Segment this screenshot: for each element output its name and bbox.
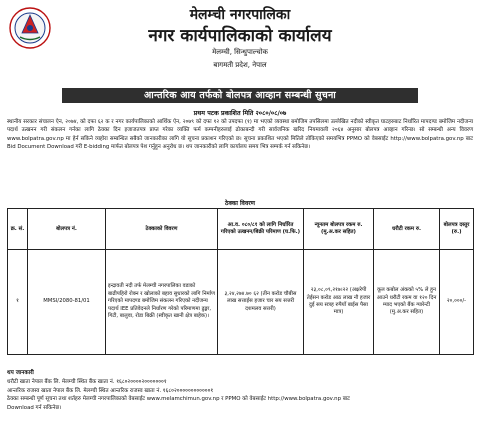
header-quantity: आ.व. ०८०/८१ को लागि निर्धारित गरिएको उत्खनन/बिक्री परिमाण (घ.फि.): [218, 209, 304, 250]
more-info-title: थप जानकारी: [7, 370, 34, 376]
cell-fee: २०,०००/-: [440, 250, 474, 355]
office-name: नगर कार्यपालिकाको कार्यालय: [148, 26, 332, 46]
cell-deposit: कूल कबोल अंकको ५% ले हुन आउने धरौटी रकम वा १२० दिन म्याद भएको बैंक ग्यारेन्टी (मु.अ.कर सहित): [374, 250, 440, 355]
header-bid-number: बोलपत्र नं.: [28, 209, 106, 250]
office-address: मेलम्ची, सिन्धुपाल्चोक: [212, 48, 268, 56]
note-website: ठेक्का सम्बन्धी पूर्ण सूचना तथा शर्तहरु मेलम्ची नगरपालिकाको वेबसाईट www.melamchimun.gov.np र PPMO को वेबसाईट http://www.bolpatra.gov.np बाट: [7, 396, 350, 403]
table-title: ठेक्का विवरण: [224, 200, 256, 207]
province-line: बागमती प्रदेश, नेपाल: [213, 61, 267, 69]
intro-text: [7, 118, 473, 152]
cell-min-bid: २३,०८,०९,२१७।२२ (अक्षरेपी तेईसन करोड आठ लाख नौ हजार दुई सय सत्रह रुपैयाँ बाईस पैसा मात्र): [304, 250, 374, 355]
header-serial: क्र. सं.: [8, 209, 28, 250]
municipality-name: मेलम्ची नगरपालिका: [189, 7, 291, 23]
cell-quantity: ३,२४,२७४.७० ६२ (तीन करोड चौबीस लाख सत्ताईस हजार चार सय सत्तरी दशमलव सत्तरी): [218, 250, 304, 355]
contract-table: [7, 208, 474, 355]
cell-bid-number: MMSI/2080-81/01: [28, 250, 106, 355]
cell-serial: १: [8, 250, 28, 355]
note-revenue-account: आन्तरिक राजस्व खाता नेपाल बैंक लि. मेलम्ची स्थित आन्तरिक राजस्व खाता नं. १६८०२००००००००००००१: [7, 387, 214, 394]
publish-date: प्रथम पटक प्रकाशित मिति २०८०/०८/०७: [193, 110, 287, 117]
header-deposit: धरौटी रकम रु.: [374, 209, 440, 250]
header-description: ठेक्काको विवरण: [106, 209, 218, 250]
header-fee: बोलपत्र दस्तुर (रु.): [440, 209, 474, 250]
notice-title-bar: आन्तरिक आय तर्फको बोलपत्र आव्हान सम्बन्धी सुचना: [62, 88, 418, 103]
notes-list: [7, 378, 473, 412]
note-download: Download गर्न सकिनेछ।: [7, 404, 62, 411]
table-row: [8, 250, 474, 355]
table-header-row: [8, 209, 474, 250]
header-min-bid: न्यूनतम बोलपत्र रकम रु. (मु.अ.कर सहित): [304, 209, 374, 250]
intro-paragraph: स्थानीय सरकार संचालन ऐन, २०७४, को दफा ६२ क र नगर कार्यपालिकाको आर्थिक ऐन, २०७९ को दफा १२ को उपदफा (१) मा भएको व्यवस्था बमोजिम तपसिलमा उल्लेखित नदीको स्वीकृत घाटहरुबाट निर्धारित मापदण्ड बमोजिम नदीजन्य पदार्थ उत्खनन गरी संकलन गर्नका लागि ठेक्का दिन इजाजतपत्र प्राप्त गरेका व्यक्ति फर्म कम्पनीहरुलाई ढाेकाबन्दी गरी सार्वजनिक खरिद नियमावली २०६४ अनुसार बोलपत्र आव्हान गरिन्छ। सो सम्बन्धी अन्य विवरण www.bolpatra.gov.np मा हेर्न सकिने व्यहोरा सम्बन्धित सबैको जानकारीका लागि यो सूचना प्रकाशन गरिएको छ। सूचना प्रकाशित भएको मितिले तोकिएको समयभित्र PPMO को वेबसाईट http://www.bolpatra.gov.np बाट Bid Document Download गरी E-bidding मार्फत बोलपत्र पेश गर्नुहुन अनुरोध छ। थप जानकारीको लागि कार्यालय समय भित्र सम्पर्क गर्न सकिनेछ।: [7, 119, 473, 151]
note-deposit-account: धरौटी खाता नेपाल बैंक लि. मेलम्ची स्थित बैंक खाता नं. १६८०२००००२०००००००१: [7, 379, 167, 385]
cell-description: इन्द्रावती नदी तर्फ मेलम्ची नगरपालिका वडाको बाढीपहिरो रोक्न र खोलाको बहाव सुधारको लागि निर्माण गरिएको मापदण्ड बमोजिम संकलन गरिएको नदीजन्य पदार्थ IEE प्रतिवेदनले निर्धारण गरेको परिमाणमा ढुङ्गा, गिटी, बालुवा, रोडा बिक्री (स्वीकृत खानी क्षेत्र बाहेक)।: [106, 250, 218, 355]
